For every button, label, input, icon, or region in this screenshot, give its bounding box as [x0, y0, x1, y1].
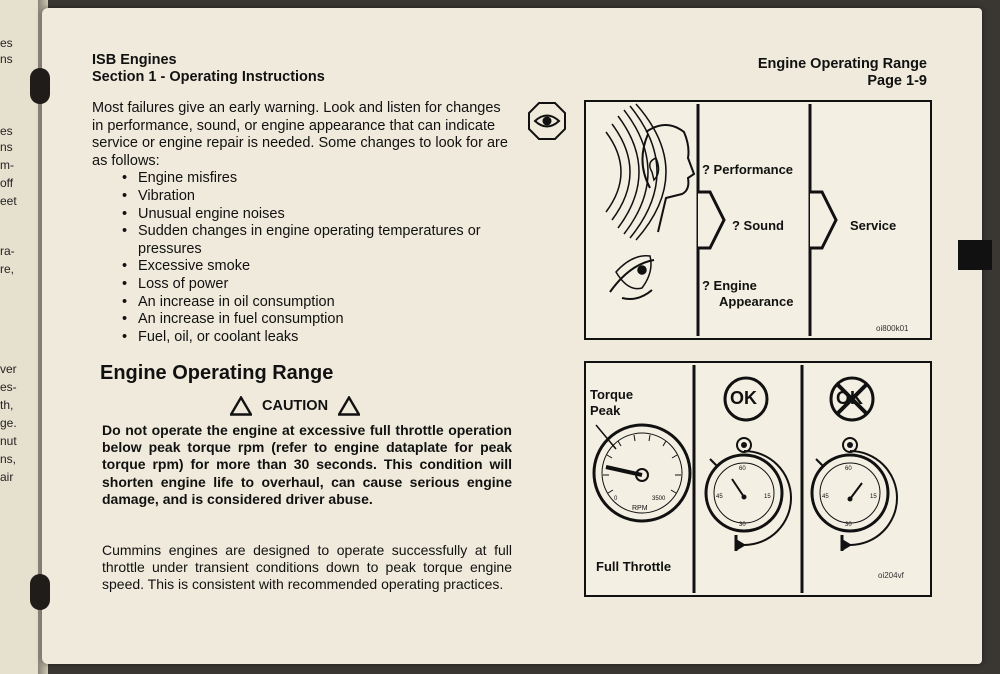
- figure-code: oi800k01: [876, 324, 909, 333]
- left-fragment: ns,: [0, 452, 17, 466]
- page-header-right: [682, 56, 927, 90]
- not-ok-label: OK: [836, 388, 863, 408]
- dial-top-label: 60: [845, 466, 852, 472]
- left-fragment: off: [0, 176, 14, 190]
- list-item: • Unusual engine noises: [122, 206, 512, 224]
- dial-right-label: 15: [764, 494, 771, 500]
- caution-banner: [230, 396, 360, 416]
- performance-label: ? Performance: [702, 162, 794, 177]
- left-fragment: m-: [0, 158, 14, 172]
- left-fragment: th,: [0, 398, 14, 412]
- dial-left-label: 45: [822, 494, 829, 500]
- left-fragment: air: [0, 470, 14, 484]
- list-item: • An increase in fuel consumption: [122, 311, 512, 329]
- dial-bottom-label: 30: [739, 522, 746, 528]
- product-title: ISB Engines: [92, 52, 177, 68]
- gauge-max-label: 3500: [652, 496, 666, 502]
- sound-label: ? Sound: [732, 218, 784, 233]
- left-fragment: re,: [0, 262, 15, 276]
- list-item: • Loss of power: [122, 276, 512, 294]
- body-paragraph: Cummins engines are designed to operate successfully at full throttle under transient conditions down to peak torque engine speed. This is consistent with recommended operating practices.: [102, 542, 512, 593]
- manual-page: [42, 8, 982, 664]
- warning-triangle-icon: [338, 396, 360, 416]
- figure-code: oi204vf: [878, 571, 904, 580]
- peak-label: Peak: [590, 403, 621, 418]
- left-fragment: es-: [0, 380, 17, 394]
- dial-top-label: 60: [739, 466, 746, 472]
- left-fragment: es: [0, 124, 13, 138]
- warning-triangle-icon: [230, 396, 252, 416]
- list-item: • Sudden changes in engine operating temperatures or pressures: [122, 223, 512, 258]
- torque-label: Torque: [590, 387, 634, 402]
- left-fragment: nut: [0, 434, 17, 448]
- intro-block: [92, 100, 512, 346]
- full-throttle-label: Full Throttle: [596, 559, 672, 574]
- gauge-unit-label: RPM: [632, 505, 648, 512]
- caution-text: Do not operate the engine at excessive full throttle operation below peak torque rpm (refer to engine dataplate for peak torque rpm) for more than 30 seconds. This condition will shorten engine life to overhaul, can cause serious engine damage, and is considered driver abuse.: [102, 422, 512, 507]
- list-item: • Fuel, oil, or coolant leaks: [122, 329, 512, 347]
- left-fragment: ge.: [0, 416, 17, 430]
- page-header-left: [92, 52, 325, 86]
- list-item: • Engine misfires: [122, 170, 512, 188]
- section-title-header: Section 1 - Operating Instructions: [92, 69, 325, 85]
- inspection-figure: [584, 100, 932, 340]
- appearance-label-1: ? Engine: [702, 278, 757, 293]
- throttle-figure: [584, 361, 932, 597]
- dial-right-label: 15: [870, 494, 877, 500]
- service-label: Service: [850, 218, 897, 233]
- gauge-min-label: 0: [614, 496, 618, 502]
- eye-octagon-icon: [528, 102, 566, 140]
- intro-paragraph: Most failures give an early warning. Look and listen for changes in performance, sound, or engine appearance that can indicate service or engine repair is needed. Some changes to look for are as follows:: [92, 100, 508, 169]
- section-thumb-tab: [958, 240, 992, 270]
- list-item: • Excessive smoke: [122, 258, 512, 276]
- dial-bottom-label: 30: [845, 522, 852, 528]
- left-fragment: es: [0, 36, 13, 50]
- binder-hole: [30, 574, 50, 610]
- list-item: • An increase in oil consumption: [122, 294, 512, 312]
- topic-title: Engine Operating Range: [757, 56, 927, 72]
- page-number: Page 1-9: [867, 73, 927, 89]
- left-fragment: ra-: [0, 244, 15, 258]
- ok-label: OK: [730, 388, 757, 408]
- left-fragment: ns: [0, 52, 13, 66]
- dial-left-label: 45: [716, 494, 723, 500]
- appearance-label-2: Appearance: [719, 294, 794, 309]
- warning-signs-list: [92, 170, 512, 346]
- left-fragment: ns: [0, 140, 13, 154]
- binder-hole: [30, 68, 50, 104]
- list-item: • Vibration: [122, 188, 512, 206]
- left-fragment: ver: [0, 362, 17, 376]
- caution-label: CAUTION: [262, 398, 329, 414]
- section-heading: Engine Operating Range: [100, 362, 334, 384]
- left-fragment: eet: [0, 194, 17, 208]
